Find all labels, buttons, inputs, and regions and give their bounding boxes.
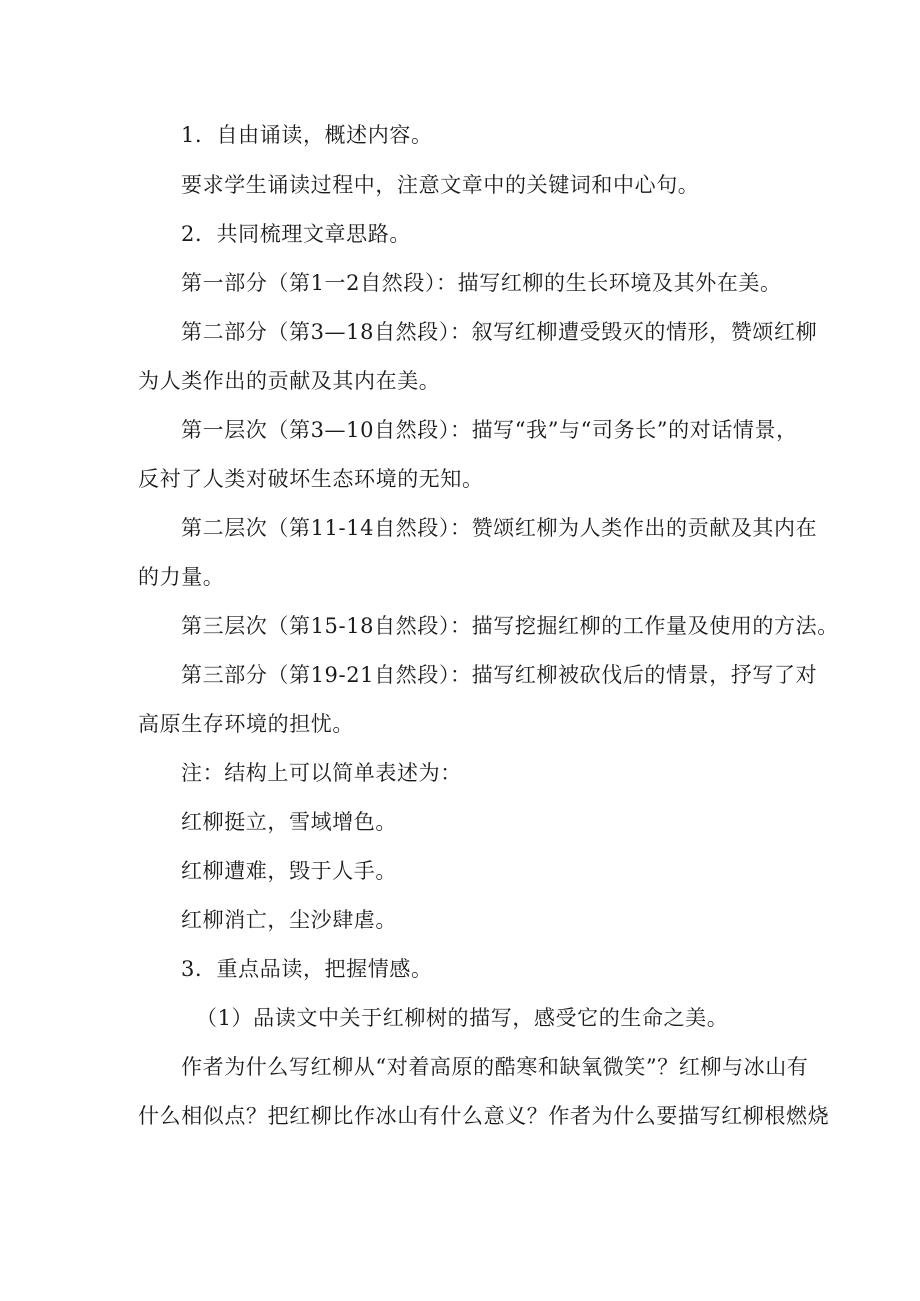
part-2-line-2: 为人类作出的贡献及其内在美。 [138,369,441,393]
structure-item-3: 红柳消亡，尘沙肆虐。 [181,908,397,932]
step-3-heading: 3．重点品读，把握情感。 [181,957,433,981]
structure-item-2: 红柳遭难，毁于人手。 [181,859,397,883]
structure-item-1: 红柳挺立，雪域增色。 [181,810,397,834]
structure-note: 注：结构上可以简单表述为： [181,761,462,785]
part-3-line-1: 第三部分（第19-21自然段）：描写红柳被砍伐后的情景，抒写了对 [181,663,818,687]
step-1-requirement: 要求学生诵读过程中，注意文章中的关键词和中心句。 [181,173,700,197]
level-3-line: 第三层次（第15-18自然段）：描写挖掘红柳的工作量及使用的方法。 [181,614,839,638]
step-1-heading: 1．自由诵读，概述内容。 [181,123,433,147]
part-2-line-1: 第二部分（第3—18自然段）：叙写红柳遭受毁灭的情形，赞颂红柳 [181,320,818,344]
question-line-1: 作者为什么写红柳从“对着高原的酷寒和缺氧微笑”？红柳与冰山有 [181,1055,809,1079]
part-1-line: 第一部分（第1一2自然段）：描写红柳的生长环境及其外在美。 [181,271,782,295]
part-3-line-2: 高原生存环境的担忧。 [138,712,354,736]
level-1-line-2: 反衬了人类对破坏生态环境的无知。 [138,467,484,491]
sub-step-1: （1）品读文中关于红柳树的描写，感受它的生命之美。 [196,1006,729,1030]
level-2-line-1: 第二层次（第11-14自然段）：赞颂红柳为人类作出的贡献及其内在 [181,516,818,540]
level-2-line-2: 的力量。 [138,565,225,589]
step-2-heading: 2．共同梳理文章思路。 [181,222,411,246]
question-line-2: 什么相似点？把红柳比作冰山有什么意义？作者为什么要描写红柳根燃烧 [138,1104,830,1128]
level-1-line-1: 第一层次（第3—10自然段）：描写“我”与“司务长”的对话情景， [181,418,798,442]
